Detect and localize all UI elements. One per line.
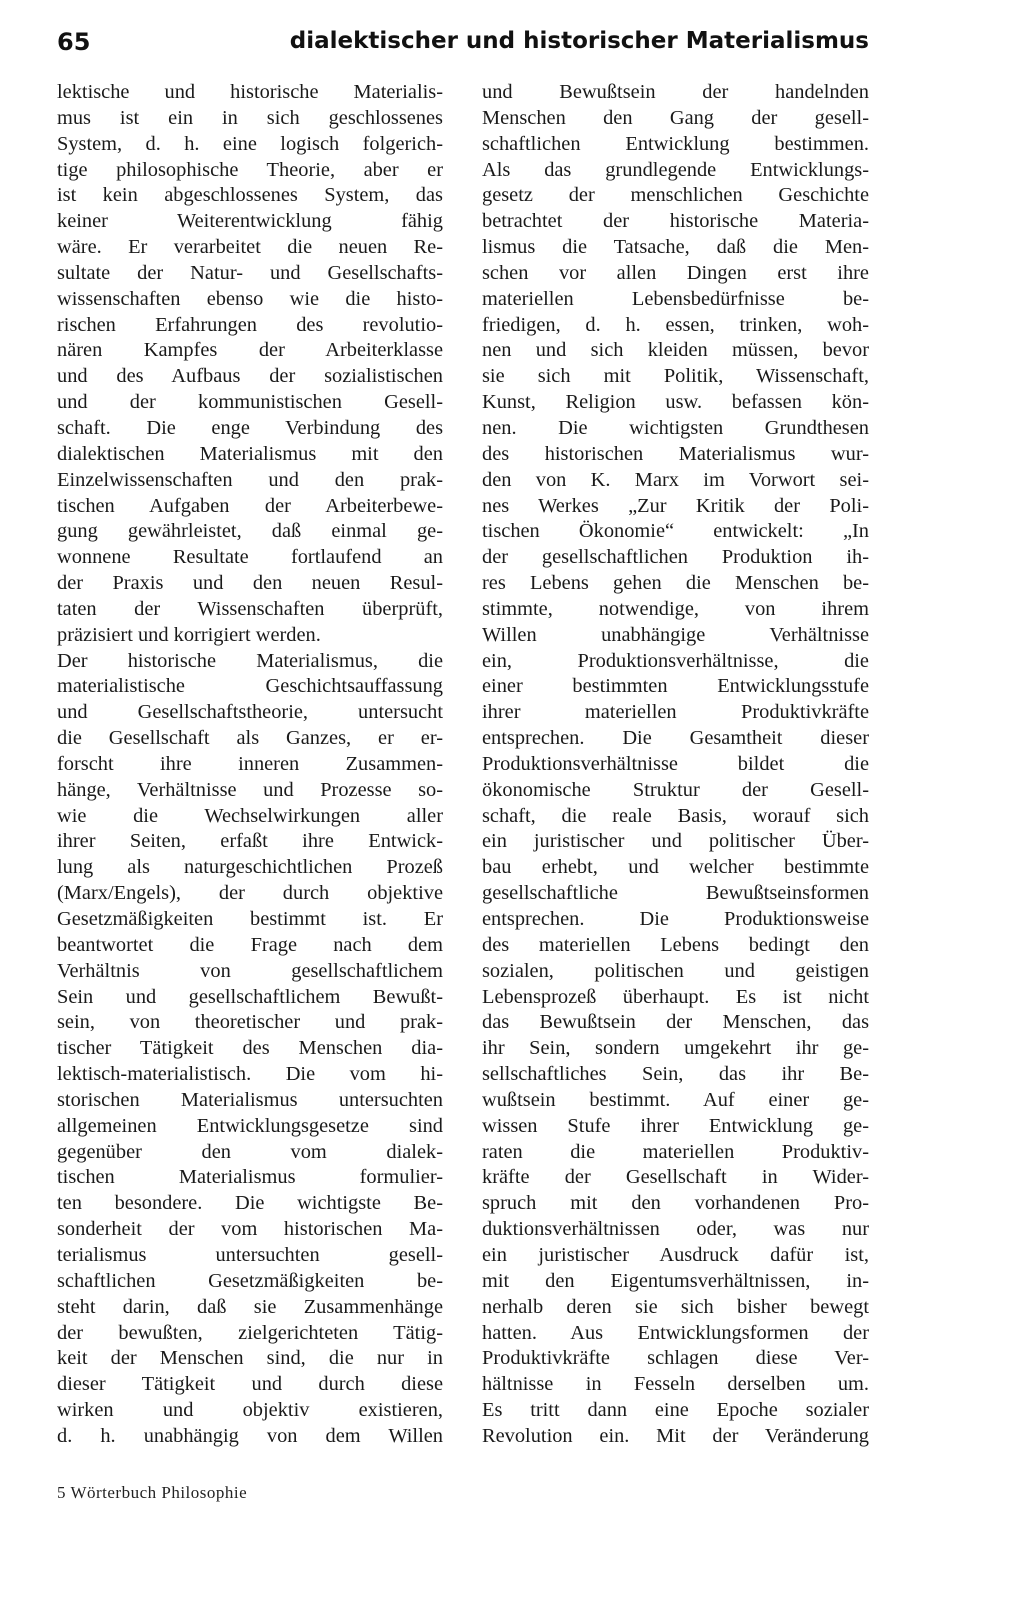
text-line: Lebensprozeß überhaupt. Es ist nicht xyxy=(482,985,869,1008)
sheet-signature: 5 Wörterbuch Philosophie xyxy=(57,1483,248,1502)
text-line: wie die Wechselwirkungen aller xyxy=(57,804,443,827)
text-line: wonnene Resultate fortlaufend an xyxy=(57,546,443,569)
text-line: dialektischen Materialismus mit den xyxy=(57,442,443,465)
text-line: hältnisse in Fesseln derselben um. xyxy=(482,1373,869,1396)
text-line: dieser Tätigkeit und durch diese xyxy=(57,1373,443,1396)
text-line: wissenschaften ebenso wie die histo- xyxy=(57,287,443,310)
text-line: und der kommunistischen Gesell- xyxy=(57,391,443,414)
text-line: allgemeinen Entwicklungsgesetze sind xyxy=(57,1114,443,1137)
text-line: schaft, die reale Basis, worauf sich xyxy=(482,804,869,827)
text-line: sonderheit der vom historischen Ma- xyxy=(57,1218,443,1241)
text-line: kräfte der Gesellschaft in Wider- xyxy=(482,1166,869,1189)
text-line: d. h. unabhängig von dem Willen xyxy=(57,1424,443,1447)
text-line: der bewußten, zielgerichteten Tätig- xyxy=(57,1321,443,1344)
text-line: bau erhebt, und welcher bestimmte xyxy=(482,856,869,879)
text-line: hatten. Aus Entwicklungsformen der xyxy=(482,1321,869,1344)
text-line: mus ist ein in sich geschlossenes xyxy=(57,106,443,129)
text-line: tischer Tätigkeit des Menschen dia- xyxy=(57,1037,443,1060)
text-line: duktionsverhältnissen oder, was nur xyxy=(482,1218,869,1241)
text-line: Sein und gesellschaftlichem Bewußt- xyxy=(57,985,443,1008)
text-line: taten der Wissenschaften überprüft, xyxy=(57,597,443,620)
text-line: spruch mit den vorhandenen Pro- xyxy=(482,1192,869,1215)
text-line: tischen Ökonomie“ entwickelt: „In xyxy=(482,520,869,543)
text-line: materialistische Geschichtsauffassung xyxy=(57,675,443,698)
text-line: stimmte, notwendige, von ihrem xyxy=(482,597,869,620)
text-line: Gesetzmäßigkeiten bestimmt ist. Er xyxy=(57,908,443,930)
text-line: Willen unabhängige Verhältnisse xyxy=(482,623,869,646)
text-line: das Bewußtsein der Menschen, das xyxy=(482,1011,869,1034)
text-line: und Gesellschaftstheorie, untersucht xyxy=(57,701,443,724)
text-line: präzisiert und korrigiert werden. xyxy=(57,623,321,646)
text-line: Es tritt dann eine Epoche sozialer xyxy=(482,1399,869,1422)
text-line: gesellschaftliche Bewußtseinsformen xyxy=(482,882,869,905)
text-line: hänge, Verhältnisse und Prozesse so- xyxy=(57,778,443,801)
text-line: schaftlichen Gesetzmäßigkeiten be- xyxy=(57,1269,443,1292)
text-line: forscht ihre inneren Zusammen- xyxy=(57,752,443,775)
text-line: sozialen, politischen und geistigen xyxy=(482,959,869,982)
text-line: und Bewußtsein der handelnden xyxy=(482,81,869,103)
text-line: friedigen, d. h. essen, trinken, woh- xyxy=(482,313,869,336)
text-line: mit den Eigentumsverhältnissen, in- xyxy=(482,1269,869,1292)
text-line: tige philosophische Theorie, aber er xyxy=(57,158,443,181)
text-line: System, d. h. eine logisch folgerich- xyxy=(57,132,443,155)
text-line: die Gesellschaft als Ganzes, er er- xyxy=(57,727,443,750)
text-line: ein, Produktionsverhältnisse, die xyxy=(482,649,869,672)
text-line: lismus die Tatsache, daß die Men- xyxy=(482,236,869,259)
text-line: wäre. Er verarbeitet die neuen Re- xyxy=(57,236,443,259)
text-line: terialismus untersuchten gesell- xyxy=(57,1243,443,1266)
text-line: schen vor allen Dingen erst ihre xyxy=(482,261,869,284)
text-line: nen und sich kleiden müssen, bevor xyxy=(482,339,869,362)
text-line: nen. Die wichtigsten Grundthesen xyxy=(482,416,869,439)
text-line: materiellen Lebensbedürfnisse be- xyxy=(482,287,869,310)
text-line: ein juristischer Ausdruck dafür ist, xyxy=(482,1243,869,1266)
text-line: rischen Erfahrungen des revolutio- xyxy=(57,313,443,336)
text-line: wußtsein bestimmt. Auf einer ge- xyxy=(482,1088,869,1111)
text-line: tischen Materialismus formulier- xyxy=(57,1166,443,1189)
text-line: lektische und historische Materialis- xyxy=(57,81,443,103)
text-line: keit der Menschen sind, die nur in xyxy=(57,1347,443,1370)
page-number: 65 xyxy=(57,28,91,56)
text-line: Als das grundlegende Entwicklungs- xyxy=(482,158,869,181)
text-line: ein juristischer und politischer Über- xyxy=(482,830,869,853)
text-line: Verhältnis von gesellschaftlichem xyxy=(57,959,443,982)
text-line: res Lebens gehen die Menschen be- xyxy=(482,572,869,595)
text-line: des historischen Materialismus wur- xyxy=(482,442,869,465)
text-line: und des Aufbaus der sozialistischen xyxy=(57,365,443,388)
text-line: entsprechen. Die Produktionsweise xyxy=(482,908,869,930)
text-line: ihr Sein, sondern umgekehrt ihr ge- xyxy=(482,1037,869,1060)
text-line: einer bestimmten Entwicklungsstufe xyxy=(482,675,869,698)
text-line: storischen Materialismus untersuchten xyxy=(57,1088,443,1111)
text-line: Menschen den Gang der gesell- xyxy=(482,106,869,129)
text-line: gegenüber den vom dialek- xyxy=(57,1140,443,1163)
text-line: Produktivkräfte schlagen diese Ver- xyxy=(482,1347,869,1370)
text-line: Der historische Materialismus, die xyxy=(57,649,443,672)
text-line: keiner Weiterentwicklung fähig xyxy=(57,210,443,233)
text-line: ten besondere. Die wichtigste Be- xyxy=(57,1192,443,1215)
right-column xyxy=(482,80,869,1450)
text-line: sie sich mit Politik, Wissenschaft, xyxy=(482,365,869,388)
text-line: des materiellen Lebens bedingt den xyxy=(482,933,869,956)
text-line: (Marx/Engels), der durch objektive xyxy=(57,882,443,905)
text-line: wissen Stufe ihrer Entwicklung ge- xyxy=(482,1114,869,1137)
text-line: sein, von theoretischer und prak- xyxy=(57,1011,443,1034)
text-line: steht darin, daß sie Zusammenhänge xyxy=(57,1295,443,1318)
text-line: tischen Aufgaben der Arbeiterbewe- xyxy=(57,494,443,517)
text-line: Einzelwissenschaften und den prak- xyxy=(57,468,443,491)
text-line: den von K. Marx im Vorwort sei- xyxy=(482,468,869,491)
text-line: Produktionsverhältnisse bildet die xyxy=(482,752,869,775)
text-line: ihrer Seiten, erfaßt ihre Entwick- xyxy=(57,830,443,853)
text-line: ist kein abgeschlossenes System, das xyxy=(57,184,443,207)
text-line: Kunst, Religion usw. befassen kön- xyxy=(482,391,869,414)
text-line: nären Kampfes der Arbeiterklasse xyxy=(57,339,443,362)
left-column xyxy=(57,80,443,1450)
text-line: der Praxis und den neuen Resul- xyxy=(57,572,443,595)
text-line: ihrer materiellen Produktivkräfte xyxy=(482,701,869,724)
text-line: gesetz der menschlichen Geschichte xyxy=(482,184,869,207)
text-line: nerhalb deren sie sich bisher bewegt xyxy=(482,1295,869,1318)
text-line: ökonomische Struktur der Gesell- xyxy=(482,778,869,801)
text-line: entsprechen. Die Gesamtheit dieser xyxy=(482,727,869,750)
text-line: sultate der Natur- und Gesellschafts- xyxy=(57,261,443,284)
text-line: schaftlichen Entwicklung bestimmen. xyxy=(482,132,869,155)
running-head: dialektischer und historischer Materialismus xyxy=(289,28,869,54)
text-line: Revolution ein. Mit der Veränderung xyxy=(482,1424,869,1447)
text-line: raten die materiellen Produktiv- xyxy=(482,1140,869,1163)
text-line: der gesellschaftlichen Produktion ih- xyxy=(482,546,869,569)
text-line: schaft. Die enge Verbindung des xyxy=(57,416,443,439)
text-line: beantwortet die Frage nach dem xyxy=(57,933,443,956)
text-line: wirken und objektiv existieren, xyxy=(57,1399,443,1422)
text-line: betrachtet der historische Materia- xyxy=(482,210,869,233)
text-line: nes Werkes „Zur Kritik der Poli- xyxy=(482,494,869,517)
text-line: lung als naturgeschichtlichen Prozeß xyxy=(57,856,443,879)
text-line: lektisch-materialistisch. Die vom hi- xyxy=(57,1063,443,1086)
text-line: sellschaftliches Sein, das ihr Be- xyxy=(482,1063,869,1086)
text-line: gung gewährleistet, daß einmal ge- xyxy=(57,520,443,543)
